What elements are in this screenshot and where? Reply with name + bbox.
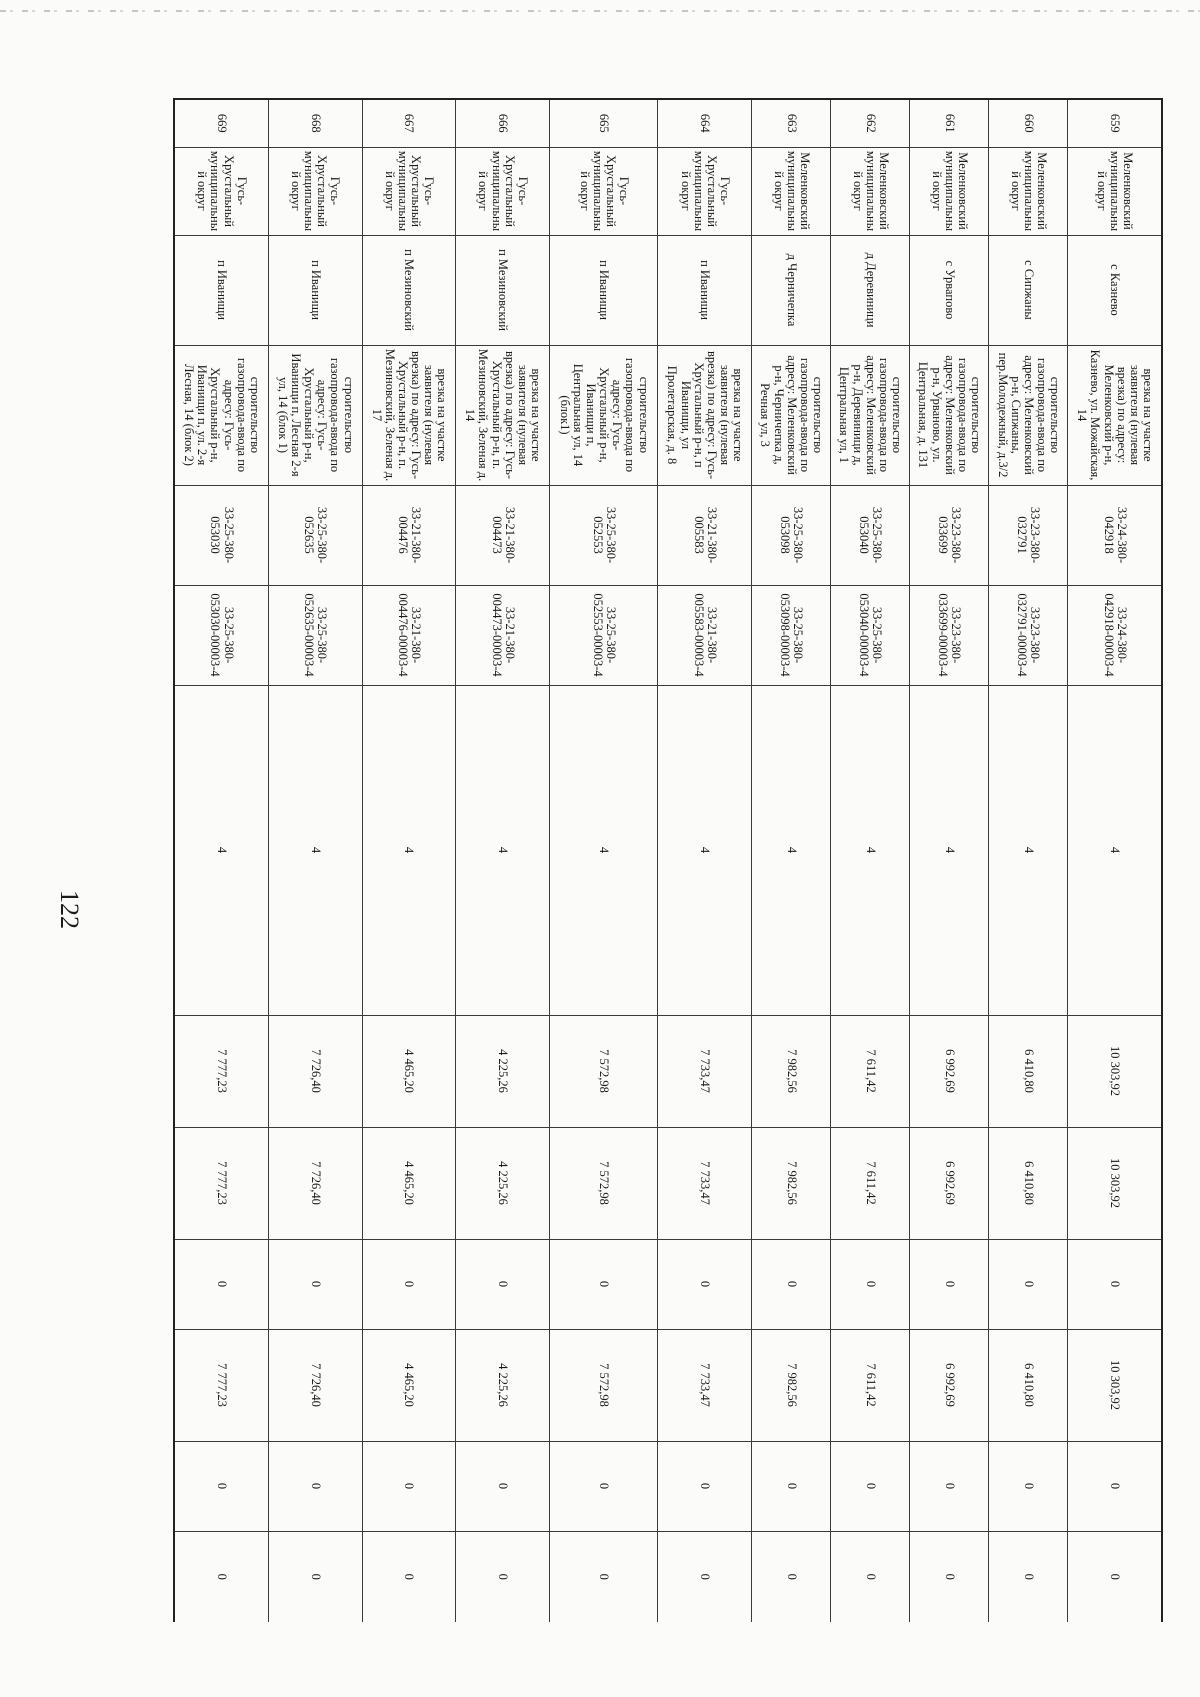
category-cell: 4 bbox=[268, 685, 362, 1015]
amount-d-cell: 0 bbox=[268, 1441, 362, 1531]
district-cell: Меленковский муниципальный округ bbox=[989, 147, 1068, 235]
description-cell: строительство газопровода-ввода по адресу: Гусь-Хрустальный р-н, Иванищи п, Лесная 2-я ул, 14 (блок 1) bbox=[268, 345, 362, 485]
table-row bbox=[658, 99, 752, 1622]
table-row bbox=[989, 99, 1068, 1622]
amount-a-cell: 7 777,23 bbox=[174, 1127, 268, 1239]
amount-b-cell: 0 bbox=[362, 1239, 456, 1329]
district-cell: Меленковский муниципальный округ bbox=[752, 147, 831, 235]
locality-cell: п Мезиновский bbox=[456, 235, 550, 345]
row-number-cell: 662 bbox=[831, 99, 910, 147]
table-row bbox=[831, 99, 910, 1622]
amount-a-cell: 7 982,56 bbox=[752, 1127, 831, 1239]
category-cell: 4 bbox=[456, 685, 550, 1015]
amount-a-cell: 7 726,40 bbox=[268, 1127, 362, 1239]
register-table-area bbox=[173, 98, 1163, 1622]
object-code-cell: 33-23-380-033699-00003-4 bbox=[910, 585, 989, 685]
amount-a-cell: 6 410,80 bbox=[989, 1127, 1068, 1239]
description-cell: врезка на участке заявителя (нулевая врезка) по адресу: Гусь-Хрустальный р-н, п. Мезиновский, Зеленая д. 17 bbox=[362, 345, 456, 485]
amount-c-cell: 6 992,69 bbox=[910, 1329, 989, 1441]
description-cell: строительство газопровода-ввода по адресу: Меленковский р-н, Черничепка д, Речная ул, 3 bbox=[752, 345, 831, 485]
amount-d-cell: 0 bbox=[910, 1441, 989, 1531]
amount-c-cell: 7 777,23 bbox=[174, 1329, 268, 1441]
amount-total-cell: 6 992,69 bbox=[910, 1015, 989, 1127]
category-cell: 4 bbox=[549, 685, 657, 1015]
locality-cell: п Иванищи bbox=[549, 235, 657, 345]
amount-d-cell: 0 bbox=[658, 1441, 752, 1531]
table-row bbox=[268, 99, 362, 1622]
register-table bbox=[173, 98, 1163, 1622]
table-row bbox=[549, 99, 657, 1622]
amount-total-cell: 7 777,23 bbox=[174, 1015, 268, 1127]
row-number-cell: 660 bbox=[989, 99, 1068, 147]
amount-d-cell: 0 bbox=[831, 1441, 910, 1531]
description-cell: строительство газопровода-ввода по адресу: Гусь-Хрустальный р-н, Иванищи п, Центральная ул, 14 (блок1) bbox=[549, 345, 657, 485]
amount-e-cell: 0 bbox=[658, 1531, 752, 1622]
locality-cell: п Иванищи bbox=[174, 235, 268, 345]
cadastral-number-cell: 33-24-380-042918 bbox=[1068, 485, 1162, 585]
amount-b-cell: 0 bbox=[752, 1239, 831, 1329]
district-cell: Меленковский муниципальный округ bbox=[1068, 147, 1162, 235]
amount-d-cell: 0 bbox=[456, 1441, 550, 1531]
amount-e-cell: 0 bbox=[174, 1531, 268, 1622]
row-number-cell: 667 bbox=[362, 99, 456, 147]
table-row bbox=[362, 99, 456, 1622]
district-cell: Гусь-Хрустальный муниципальный округ bbox=[658, 147, 752, 235]
category-cell: 4 bbox=[989, 685, 1068, 1015]
district-cell: Меленковский муниципальный округ bbox=[831, 147, 910, 235]
object-code-cell: 33-21-380-005583-00003-4 bbox=[658, 585, 752, 685]
amount-b-cell: 0 bbox=[268, 1239, 362, 1329]
table-row bbox=[752, 99, 831, 1622]
amount-a-cell: 6 992,69 bbox=[910, 1127, 989, 1239]
locality-cell: с Урвапово bbox=[910, 235, 989, 345]
amount-total-cell: 4 225,26 bbox=[456, 1015, 550, 1127]
district-cell: Меленковский муниципальный округ bbox=[910, 147, 989, 235]
amount-d-cell: 0 bbox=[174, 1441, 268, 1531]
description-cell: врезка на участке заявителя (нулевая врезка) по адресу: Гусь-Хрустальный р-н, п. Мезиновский, Зеленая д. 14 bbox=[456, 345, 550, 485]
amount-c-cell: 7 733,47 bbox=[658, 1329, 752, 1441]
amount-c-cell: 7 572,98 bbox=[549, 1329, 657, 1441]
category-cell: 4 bbox=[752, 685, 831, 1015]
amount-b-cell: 0 bbox=[658, 1239, 752, 1329]
amount-a-cell: 7 611,42 bbox=[831, 1127, 910, 1239]
amount-b-cell: 0 bbox=[910, 1239, 989, 1329]
amount-e-cell: 0 bbox=[989, 1531, 1068, 1622]
district-cell: Гусь-Хрустальный муниципальный округ bbox=[362, 147, 456, 235]
amount-b-cell: 0 bbox=[174, 1239, 268, 1329]
district-cell: Гусь-Хрустальный муниципальный округ bbox=[268, 147, 362, 235]
amount-b-cell: 0 bbox=[456, 1239, 550, 1329]
description-cell: врезка на участке заявителя (нулевая врезка) по адресу: Гусь-Хрустальный р-н, п Иванищи, ул Пролетарская, д. 8 bbox=[658, 345, 752, 485]
amount-d-cell: 0 bbox=[752, 1441, 831, 1531]
amount-b-cell: 0 bbox=[989, 1239, 1068, 1329]
category-cell: 4 bbox=[362, 685, 456, 1015]
object-code-cell: 33-23-380-032791-00003-4 bbox=[989, 585, 1068, 685]
table-row bbox=[1068, 99, 1162, 1622]
amount-d-cell: 0 bbox=[1068, 1441, 1162, 1531]
description-cell: строительство газопровода-ввода по адресу: Меленковский р-н, Сипжаны, пер.Молодежный, д.3/2 bbox=[989, 345, 1068, 485]
amount-e-cell: 0 bbox=[752, 1531, 831, 1622]
category-cell: 4 bbox=[1068, 685, 1162, 1015]
row-number-cell: 669 bbox=[174, 99, 268, 147]
object-code-cell: 33-21-380-004476-00003-4 bbox=[362, 585, 456, 685]
table-row bbox=[174, 99, 268, 1622]
amount-a-cell: 10 303,92 bbox=[1068, 1127, 1162, 1239]
amount-a-cell: 4 225,26 bbox=[456, 1127, 550, 1239]
district-cell: Гусь-Хрустальный муниципальный округ bbox=[456, 147, 550, 235]
locality-cell: п Иванищи bbox=[658, 235, 752, 345]
category-cell: 4 bbox=[831, 685, 910, 1015]
object-code-cell: 33-25-380-052553-00003-4 bbox=[549, 585, 657, 685]
amount-c-cell: 4 225,26 bbox=[456, 1329, 550, 1441]
amount-total-cell: 6 410,80 bbox=[989, 1015, 1068, 1127]
amount-c-cell: 10 303,92 bbox=[1068, 1329, 1162, 1441]
district-cell: Гусь-Хрустальный муниципальный округ bbox=[549, 147, 657, 235]
row-number-cell: 663 bbox=[752, 99, 831, 147]
cadastral-number-cell: 33-21-380-005583 bbox=[658, 485, 752, 585]
description-cell: строительство газопровода-ввода по адресу: Меленковский р-н, Деревиници д, Центральная ул, 1 bbox=[831, 345, 910, 485]
cadastral-number-cell: 33-25-380-053098 bbox=[752, 485, 831, 585]
cadastral-number-cell: 33-25-380-053040 bbox=[831, 485, 910, 585]
row-number-cell: 668 bbox=[268, 99, 362, 147]
page-number: 122 bbox=[55, 890, 84, 929]
object-code-cell: 33-25-380-052635-00003-4 bbox=[268, 585, 362, 685]
object-code-cell: 33-25-380-053098-00003-4 bbox=[752, 585, 831, 685]
row-number-cell: 659 bbox=[1068, 99, 1162, 147]
amount-e-cell: 0 bbox=[268, 1531, 362, 1622]
amount-c-cell: 4 465,20 bbox=[362, 1329, 456, 1441]
amount-c-cell: 7 726,40 bbox=[268, 1329, 362, 1441]
district-cell: Гусь-Хрустальный муниципальный округ bbox=[174, 147, 268, 235]
amount-e-cell: 0 bbox=[910, 1531, 989, 1622]
amount-c-cell: 7 611,42 bbox=[831, 1329, 910, 1441]
object-code-cell: 33-24-380-042918-00003-4 bbox=[1068, 585, 1162, 685]
amount-c-cell: 7 982,56 bbox=[752, 1329, 831, 1441]
table-row bbox=[910, 99, 989, 1622]
amount-total-cell: 7 726,40 bbox=[268, 1015, 362, 1127]
locality-cell: с Сипжаны bbox=[989, 235, 1068, 345]
object-code-cell: 33-25-380-053040-00003-4 bbox=[831, 585, 910, 685]
locality-cell: д Деревиници bbox=[831, 235, 910, 345]
cadastral-number-cell: 33-23-380-032791 bbox=[989, 485, 1068, 585]
locality-cell: п Мезиновский bbox=[362, 235, 456, 345]
amount-c-cell: 6 410,80 bbox=[989, 1329, 1068, 1441]
cadastral-number-cell: 33-23-380-033699 bbox=[910, 485, 989, 585]
cadastral-number-cell: 33-21-380-004476 bbox=[362, 485, 456, 585]
amount-b-cell: 0 bbox=[549, 1239, 657, 1329]
table-body bbox=[174, 99, 1162, 1622]
row-number-cell: 666 bbox=[456, 99, 550, 147]
amount-e-cell: 0 bbox=[1068, 1531, 1162, 1622]
description-cell: строительство газопровода-ввода по адресу: Меленковский р-н, Урваново, ул. Центральная, д. 131 bbox=[910, 345, 989, 485]
row-number-cell: 665 bbox=[549, 99, 657, 147]
amount-b-cell: 0 bbox=[1068, 1239, 1162, 1329]
amount-total-cell: 10 303,92 bbox=[1068, 1015, 1162, 1127]
amount-total-cell: 7 982,56 bbox=[752, 1015, 831, 1127]
amount-total-cell: 4 465,20 bbox=[362, 1015, 456, 1127]
row-number-cell: 661 bbox=[910, 99, 989, 147]
cadastral-number-cell: 33-25-380-053030 bbox=[174, 485, 268, 585]
table-row bbox=[456, 99, 550, 1622]
amount-total-cell: 7 572,98 bbox=[549, 1015, 657, 1127]
object-code-cell: 33-21-380-004473-00003-4 bbox=[456, 585, 550, 685]
locality-cell: с Казнево bbox=[1068, 235, 1162, 345]
locality-cell: д Черничепка bbox=[752, 235, 831, 345]
amount-e-cell: 0 bbox=[831, 1531, 910, 1622]
row-number-cell: 664 bbox=[658, 99, 752, 147]
amount-a-cell: 7 733,47 bbox=[658, 1127, 752, 1239]
amount-d-cell: 0 bbox=[989, 1441, 1068, 1531]
amount-e-cell: 0 bbox=[456, 1531, 550, 1622]
amount-a-cell: 4 465,20 bbox=[362, 1127, 456, 1239]
amount-b-cell: 0 bbox=[831, 1239, 910, 1329]
category-cell: 4 bbox=[910, 685, 989, 1015]
object-code-cell: 33-25-380-053030-00003-4 bbox=[174, 585, 268, 685]
amount-total-cell: 7 733,47 bbox=[658, 1015, 752, 1127]
category-cell: 4 bbox=[174, 685, 268, 1015]
cadastral-number-cell: 33-25-380-052553 bbox=[549, 485, 657, 585]
amount-e-cell: 0 bbox=[549, 1531, 657, 1622]
amount-total-cell: 7 611,42 bbox=[831, 1015, 910, 1127]
amount-a-cell: 7 572,98 bbox=[549, 1127, 657, 1239]
locality-cell: п Иванищи bbox=[268, 235, 362, 345]
cadastral-number-cell: 33-21-380-004473 bbox=[456, 485, 550, 585]
amount-e-cell: 0 bbox=[362, 1531, 456, 1622]
description-cell: врезка на участке заявителя (нулевая врезка) по адресу: Меленковский р-н, Казнево, ул. Можайская, 14 bbox=[1068, 345, 1162, 485]
cadastral-number-cell: 33-25-380-052635 bbox=[268, 485, 362, 585]
amount-d-cell: 0 bbox=[549, 1441, 657, 1531]
category-cell: 4 bbox=[658, 685, 752, 1015]
description-cell: строительство газопровода-ввода по адресу: Гусь-Хрустальный р-н, Иванищи п, ул. 2-я Лесная, 14 (блок 2) bbox=[174, 345, 268, 485]
amount-d-cell: 0 bbox=[362, 1441, 456, 1531]
scan-edge-artifact bbox=[0, 10, 1200, 12]
